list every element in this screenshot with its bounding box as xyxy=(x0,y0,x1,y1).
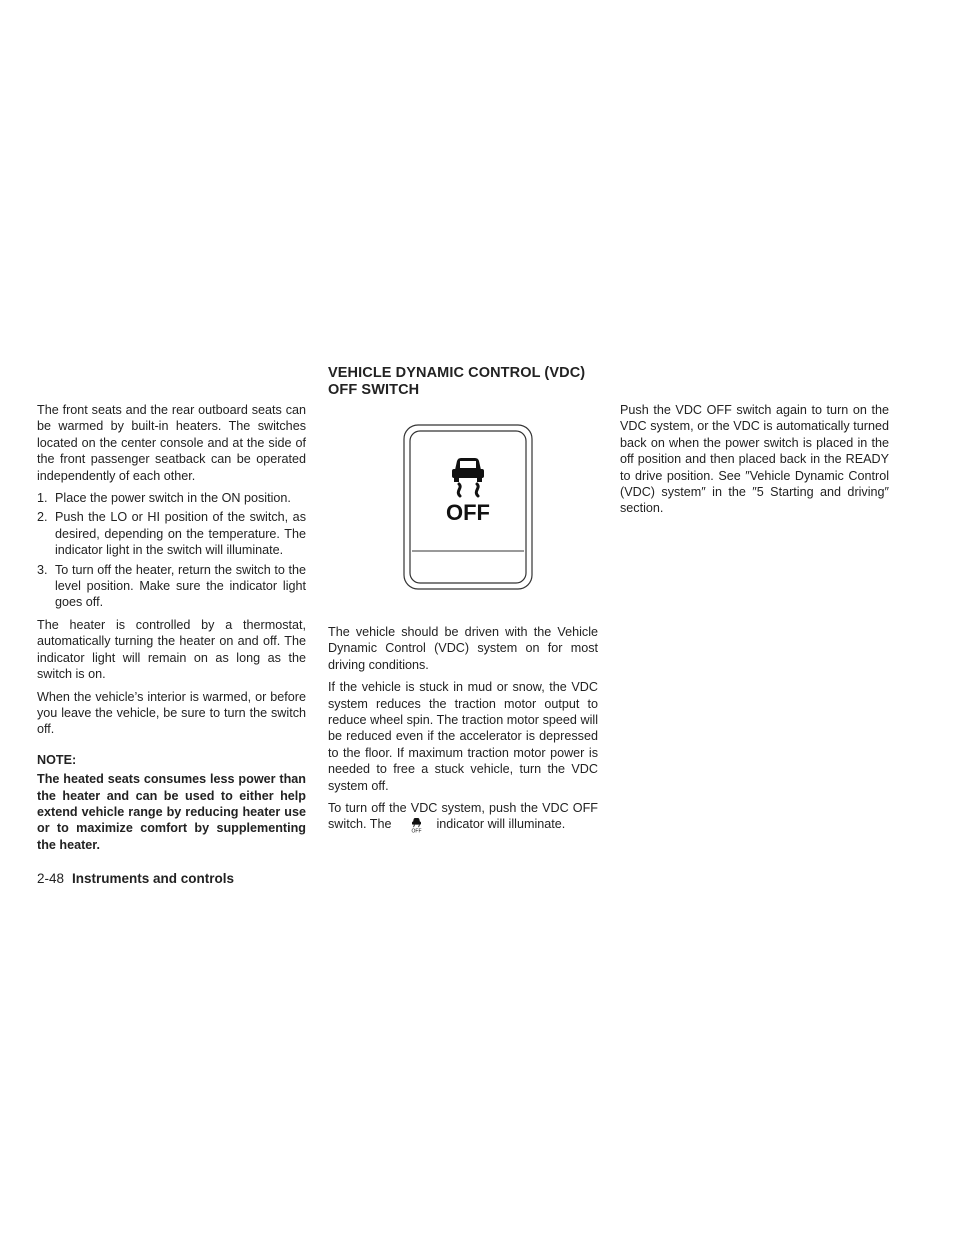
list-item xyxy=(37,509,306,558)
vdc-switch-illustration xyxy=(403,424,533,590)
page-number: 2-48 xyxy=(37,871,65,886)
heated-seats-intro: The front seats and the rear outboard seats can be warmed by built-in heaters. The switches located on the center console and at the side of the front passenger seatback can be operated independently of each other. xyxy=(37,403,306,483)
vdc-turnoff-text-b: indicator will illuminate. xyxy=(436,817,566,832)
vdc-turnoff-text-a: To turn off the VDC system, push the VDC OFF switch. The xyxy=(328,801,598,832)
section-title: Instruments and controls xyxy=(72,871,235,886)
step-number: 2. xyxy=(37,510,48,525)
heated-seats-steps xyxy=(37,490,306,611)
vdc-off-indicator-icon xyxy=(405,817,427,833)
vdc-turnon-paragraph: Push the VDC OFF switch again to turn on the VDC system, or the VDC is automatically turned back on when the power switch is placed in the off position and then placed back in the READY to drive position. See ″Vehicle Dynamic Control (VDC) system″ in the ″5 Starting and driving″ section. xyxy=(620,403,889,516)
step-number: 1. xyxy=(37,491,48,506)
step-text: Push the LO or HI position of the switch, as desired, depending on the temperature. The indicator light in the switch will illuminate. xyxy=(55,510,306,558)
off-label: OFF xyxy=(446,500,490,525)
vdc-stuck-paragraph: If the vehicle is stuck in mud or snow, the VDC system reduces the traction motor output to reduce wheel spin. The traction motor speed will be reduced even if the accelerator is depressed to the floor. If maximum traction motor power is needed to free a stuck vehicle, turn the VDC system off. xyxy=(328,680,598,793)
vdc-drive-paragraph: The vehicle should be driven with the Vehicle Dynamic Control (VDC) system on for most driving conditions. xyxy=(328,625,598,672)
list-item xyxy=(37,562,306,611)
middle-column xyxy=(328,365,598,839)
left-column xyxy=(37,402,306,859)
list-item xyxy=(37,490,306,506)
page-footer xyxy=(37,871,234,886)
vdc-heading: VEHICLE DYNAMIC CONTROL (VDC) OFF SWITCH xyxy=(328,365,586,398)
step-text: To turn off the heater, return the switch to the level position. Make sure the indicator light goes off. xyxy=(55,562,306,610)
inline-off-label: OFF xyxy=(411,828,422,834)
vdc-turnoff-paragraph xyxy=(328,800,598,833)
right-column xyxy=(620,402,889,523)
step-text: Place the power switch in the ON position. xyxy=(55,491,291,506)
note-body: The heated seats consumes less power than the heater and can be used to either help extend vehicle range by reducing heater use or to maximize comfort by supplementing the heater. xyxy=(37,772,306,852)
thermostat-paragraph: The heater is controlled by a thermostat, automatically turning the heater on and off. The indicator light will remain on as long as the switch is on. xyxy=(37,617,306,682)
note-heading: NOTE: xyxy=(37,752,77,767)
interior-paragraph: When the vehicle’s interior is warmed, or before you leave the vehicle, be sure to turn the switch off. xyxy=(37,689,306,737)
vdc-off-switch-figure xyxy=(403,424,533,590)
step-number: 3. xyxy=(37,562,48,577)
